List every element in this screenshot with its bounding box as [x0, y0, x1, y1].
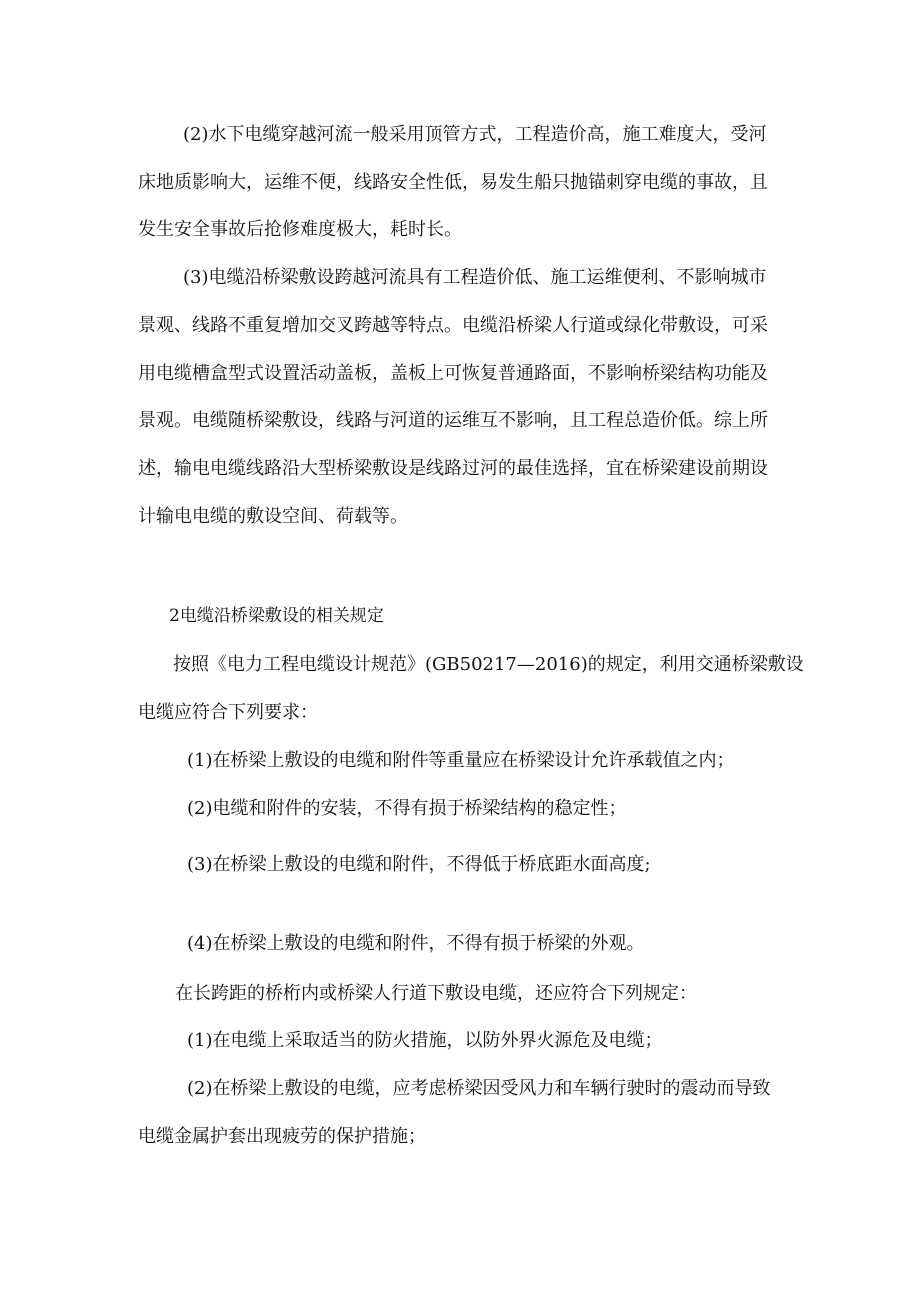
paragraph-2-line-2: 床地质影响大，运维不便，线路安全性低，易发生船只抛锚刺穿电缆的事故，且 — [138, 172, 768, 193]
paragraph-3-line-5: 述，输电电缆线路沿大型桥梁敷设是线路过河的最佳选择，宜在桥梁建设前期设 — [138, 458, 768, 479]
requirement-item-1: (1)在桥梁上敷设的电缆和附件等重量应在桥梁设计允许承载值之内； — [187, 750, 735, 771]
requirement-item-2: (2)电缆和附件的安装，不得有损于桥梁结构的稳定性； — [187, 798, 627, 819]
paragraph-3-line-3: 用电缆槽盒型式设置活动盖板，盖板上可恢复普通路面，不影响桥梁结构功能及 — [138, 363, 768, 384]
requirement-item-4: (4)在桥梁上敷设的电缆和附件，不得有损于桥梁的外观。 — [187, 933, 645, 954]
paragraph-3-line-4: 景观。电缆随桥梁敷设，线路与河道的运维互不影响，且工程总造价低。综上所 — [138, 410, 768, 431]
paragraph-2-line-1: (2)水下电缆穿越河流一般采用顶管方式，工程造价高，施工难度大，受河 — [183, 124, 767, 145]
intro-line-2: 电缆应符合下列要求： — [138, 702, 318, 723]
paragraph-3-line-1: (3)电缆沿桥梁敷设跨越河流具有工程造价低、施工运维便利、不影响城市 — [183, 267, 767, 288]
intro-line-1: 按照《电力工程电缆设计规范》(GB50217—2016)的规定，利用交通桥梁敷设 — [173, 654, 804, 675]
additional-rule-item-2-line-2: 电缆金属护套出现疲劳的保护措施； — [138, 1126, 426, 1147]
section-heading: 2电缆沿桥梁敷设的相关规定 — [169, 606, 384, 626]
additional-rules-intro: 在长跨距的桥桁内或桥梁人行道下敷设电缆，还应符合下列规定： — [175, 983, 697, 1004]
paragraph-3-line-6: 计输电电缆的敷设空间、荷载等。 — [138, 506, 408, 527]
paragraph-3-line-2: 景观、线路不重复增加交叉跨越等特点。电缆沿桥梁人行道或绿化带敷设，可采 — [138, 315, 768, 336]
additional-rule-item-2-line-1: (2)在桥梁上敷设的电缆，应考虑桥梁因受风力和车辆行驶时的震动而导致 — [187, 1078, 771, 1099]
requirement-item-3: (3)在桥梁上敷设的电缆和附件，不得低于桥底距水面高度; — [187, 854, 651, 875]
paragraph-2-line-3: 发生安全事故后抢修难度极大，耗时长。 — [138, 219, 462, 240]
additional-rule-item-1: (1)在电缆上采取适当的防火措施，以防外界火源危及电缆； — [187, 1030, 663, 1051]
